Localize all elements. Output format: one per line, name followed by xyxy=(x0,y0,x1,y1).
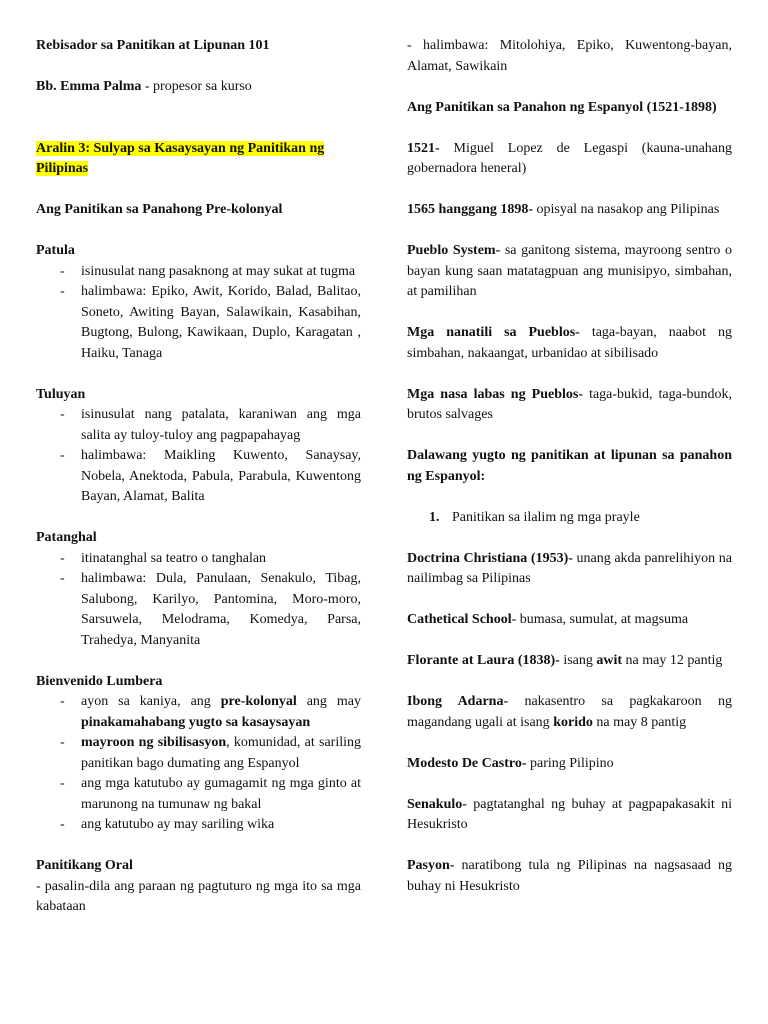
item-text: ayon sa kaniya, ang xyxy=(81,694,221,709)
patanghal-list xyxy=(36,549,361,652)
entry-text: nakasentro sa pagkakaroon ng magandang ugali at isang xyxy=(407,694,732,730)
patula-list xyxy=(36,262,361,365)
patula-heading: Patula xyxy=(36,243,75,258)
professor-name: Bb. Emma Palma xyxy=(36,79,142,94)
list-item: - itinatanghal sa teatro o tanghalan xyxy=(36,549,361,570)
entry-pasyon xyxy=(407,856,732,897)
left-column xyxy=(36,36,361,918)
entry-term: Cathetical School xyxy=(407,612,512,627)
lumbera-section xyxy=(36,672,361,836)
entry-text: unang akda panrelihiyon na nailimbag sa Pilipinas xyxy=(407,550,732,586)
entry-term: Florante at Laura (1838)- xyxy=(407,653,560,668)
entry-bold: korido xyxy=(553,714,593,730)
item-text: ang may xyxy=(296,694,361,709)
tuluyan-heading: Tuluyan xyxy=(36,386,86,402)
lesson-title-highlight: Aralin 3: Sulyap sa Kasaysayan ng Panitikan ng Pilipinas xyxy=(36,140,325,176)
entry-pueblo-system xyxy=(407,241,732,303)
entry-modesto xyxy=(407,754,732,775)
entry-text: na may 8 pantig xyxy=(592,714,687,730)
entry-text: paring Pilipino xyxy=(526,755,614,771)
dalawang-yugto-heading: Dalawang yugto ng panitikan at lipunan sa panahon ng Espanyol: xyxy=(407,448,732,484)
list-item xyxy=(36,692,361,733)
patula-section xyxy=(36,241,361,364)
entry-text: opisyal na nasakop ang Pilipinas xyxy=(533,202,720,217)
entry-term: Mga nasa labas ng Pueblos- xyxy=(407,386,583,402)
entry-text: taga-bukid, taga-bundok, brutos salvages xyxy=(407,386,732,422)
entry-term: Mga nanatili sa Pueblos- xyxy=(407,325,580,340)
course-title: Rebisador sa Panitikan at Lipunan 101 xyxy=(36,38,270,53)
entry-text: - bumasa, sumulat, at magsuma xyxy=(511,612,689,627)
right-column xyxy=(407,36,732,918)
list-item xyxy=(36,733,361,774)
item-text: Panitikan sa ilalim ng mga prayle xyxy=(452,509,640,525)
entry-text: pagtatanghal ng buhay at pagpapakasakit ni Hesukristo xyxy=(407,796,732,832)
tuluyan-section xyxy=(36,385,361,508)
entry-term: 1565 hanggang 1898- xyxy=(407,202,534,217)
list-item: - ang katutubo ay may sariling wika xyxy=(36,815,361,836)
entry-nanatili xyxy=(407,323,732,364)
entry-doctrina xyxy=(407,549,732,590)
lumbera-heading: Bienvenido Lumbera xyxy=(36,673,163,689)
entry-term: Doctrina Christiana (1953)- xyxy=(407,550,573,566)
entry-1565 xyxy=(407,200,732,221)
list-item: - isinusulat nang patalata, karaniwan ang mga salita ay tuloy-tuloy ang pagpapahayag xyxy=(36,405,361,446)
professor-role: - propesor sa kurso xyxy=(141,79,252,94)
lesson-title xyxy=(36,139,361,180)
entry-term: Ibong Adarna- xyxy=(407,694,509,709)
section-heading: Ang Panitikan sa Panahong Pre-kolonyal xyxy=(36,202,283,217)
tuluyan-list xyxy=(36,405,361,508)
list-item: - isinusulat nang pasaknong at may sukat at tugma xyxy=(36,262,361,283)
entry-labas xyxy=(407,385,732,426)
oral-text: - pasalin-dila ang paraan ng pagtuturo ng mga ito sa mga kabataan xyxy=(36,878,361,914)
professor-line xyxy=(36,77,361,98)
list-item: - halimbawa: Epiko, Awit, Korido, Balad, Balitao, Soneto, Awiting Bayan, Salawikain, Kasabihan, Bugtong, Bulong, Kawikaan, Duplo, Karagatan , Haiku, Tanaga xyxy=(36,282,361,364)
entry-1521 xyxy=(407,139,732,180)
patanghal-section xyxy=(36,528,361,651)
oral-heading: Panitikang Oral xyxy=(36,858,133,873)
entry-text: naratibong tula ng Pilipinas na nagsasaad ng buhay ni Hesukristo xyxy=(407,858,732,894)
entry-senakulo xyxy=(407,795,732,836)
item-number: 1. xyxy=(429,509,440,525)
list-item: - ang mga katutubo ay gumagamit ng mga ginto at marunong na tumunaw ng bakal xyxy=(36,774,361,815)
espanyol-heading: Ang Panitikan sa Panahon ng Espanyol (1521-1898) xyxy=(407,99,717,115)
entry-term: 1521- xyxy=(407,140,440,156)
entry-term: Pueblo System- xyxy=(407,243,501,258)
item-bold: pinakamahabang yugto sa kasaysayan xyxy=(81,714,311,730)
lumbera-list xyxy=(36,692,361,836)
item-text: , komunidad, at sariling panitikan bago dumating ang Espanyol xyxy=(81,735,362,771)
entry-text: na may 12 pantig xyxy=(622,653,723,668)
entry-text: taga-bayan, naabot ng simbahan, nakaangat, urbanidao at sibilisado xyxy=(407,325,732,361)
entry-term: Pasyon- xyxy=(407,858,455,873)
numbered-item xyxy=(407,508,732,529)
entry-ibong-adarna xyxy=(407,692,732,733)
entry-florante xyxy=(407,651,732,672)
oral-examples: - halimbawa: Mitolohiya, Epiko, Kuwentong-bayan, Alamat, Sawikain xyxy=(407,38,732,74)
patanghal-heading: Patanghal xyxy=(36,530,97,545)
list-item: - halimbawa: Maikling Kuwento, Sanaysay, Nobela, Anektoda, Pabula, Parabula, Kuwentong Bayan, Alamat, Balita xyxy=(36,446,361,508)
entry-bold: awit xyxy=(596,653,623,668)
entry-text: isang xyxy=(559,653,597,668)
entry-text: sa ganitong sistema, mayroong sentro o bayan kung saan matatagpuan ang munisipyo, simbahan, at pamilihan xyxy=(407,243,732,299)
entry-term: Modesto De Castro- xyxy=(407,755,527,771)
item-bold: mayroon ng sibilisasyon xyxy=(81,735,227,750)
list-item: - halimbawa: Dula, Panulaan, Senakulo, Tibag, Salubong, Karilyo, Pantomina, Moro-moro, Sarsuwela, Melodrama, Komedya, Parsa, Trahedya, Manyanita xyxy=(36,569,361,651)
item-bold: pre-kolonyal xyxy=(220,694,297,709)
oral-section xyxy=(36,856,361,918)
entry-cathetical xyxy=(407,610,732,631)
entry-text: Miguel Lopez de Legaspi (kauna-unahang gobernadora heneral) xyxy=(407,140,732,176)
entry-term: Senakulo- xyxy=(407,796,467,812)
